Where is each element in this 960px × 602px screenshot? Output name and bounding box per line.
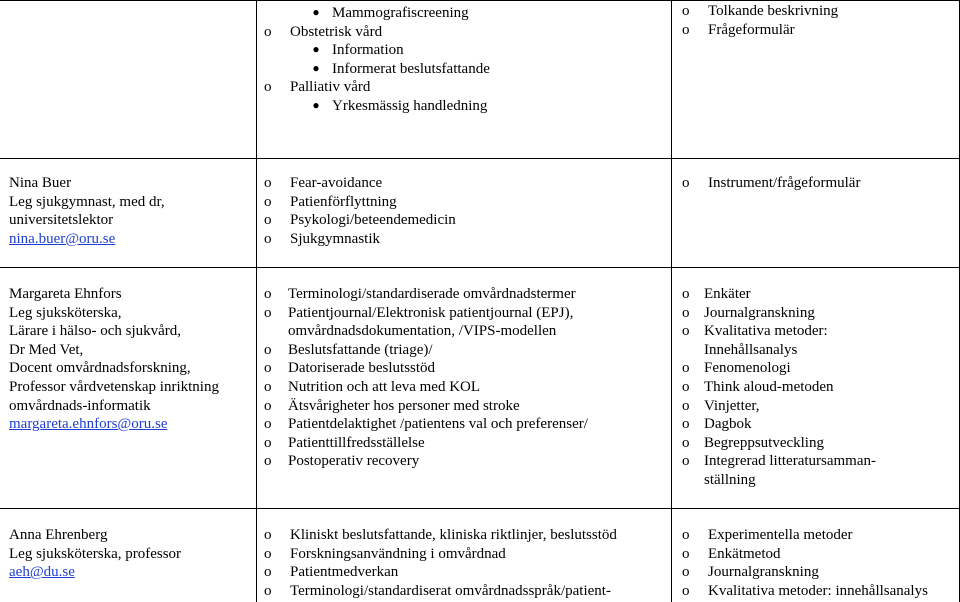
person-cell: [9, 174, 165, 248]
list-item-text: Think aloud-metoden: [704, 378, 834, 395]
list-item-text: Tolkande beskrivning: [708, 3, 839, 19]
research-areas-cell: [264, 285, 588, 471]
person-title-line: Leg sjuksköterska,: [9, 304, 122, 321]
list-item: [682, 378, 876, 397]
list-item-text: Yrkesmässig handledning: [332, 97, 488, 114]
email-link[interactable]: margareta.ehnfors@oru.se: [9, 416, 168, 433]
list-item: [264, 526, 617, 545]
list-item-text: Psykologi/beteendemedicin: [290, 212, 456, 229]
list-item: [264, 304, 588, 323]
bullet-marker: o: [264, 212, 272, 229]
list-item-text: Experimentella metoder: [708, 527, 853, 543]
list-item-text: Kvalitativa metoder:: [704, 323, 828, 340]
bullet-dot-icon: ●: [312, 97, 320, 112]
bullet-marker: o: [682, 545, 690, 562]
list-item: [682, 582, 928, 601]
list-item: [682, 174, 860, 193]
methods-cell: [682, 2, 838, 39]
bullet-marker: o: [682, 416, 690, 433]
list-item-text: Mammografiscreening: [332, 5, 469, 21]
bullet-marker: o: [264, 286, 272, 302]
person-title-line: universitetslektor: [9, 212, 114, 229]
row-divider: [0, 508, 960, 509]
list-item-text: Journalgranskning: [708, 564, 819, 581]
person-title-line: Professor vårdvetenskap inriktning: [9, 378, 219, 395]
list-item-text: Informerat beslutsfattande: [332, 60, 490, 77]
column-divider: [671, 0, 672, 602]
list-item-text: Ätsvårigheter hos personer med stroke: [288, 397, 520, 414]
list-item: [264, 4, 490, 23]
list-item-text: Vinjetter,: [704, 397, 760, 414]
list-item-continuation: omvårdnadsdokumentation, /VIPS-modellen: [288, 323, 557, 340]
list-item: [704, 471, 876, 490]
bullet-marker: o: [264, 175, 272, 191]
list-item: [682, 434, 876, 453]
list-item: [682, 415, 876, 434]
bullet-marker: o: [264, 434, 272, 451]
list-item: [264, 60, 490, 79]
row-divider: [0, 267, 960, 268]
list-item-text: Beslutsfattande (triage)/: [288, 341, 433, 358]
bullet-marker: o: [682, 286, 690, 302]
bullet-marker: o: [264, 378, 272, 395]
list-item-text: Dagbok: [704, 416, 752, 433]
research-areas-cell: [264, 174, 456, 248]
person-title-line: Lärare i hälso- och sjukvård,: [9, 323, 182, 340]
list-item: [682, 545, 928, 564]
list-item: [682, 285, 876, 304]
list-item-text: Frågeformulär: [708, 21, 795, 38]
list-item: [264, 193, 456, 212]
bullet-marker: o: [682, 434, 690, 451]
list-item-text: Datoriserade beslutsstöd: [288, 360, 436, 377]
bullet-marker: o: [264, 193, 272, 210]
bullet-marker: o: [682, 21, 690, 38]
list-item-text: Fenomenologi: [704, 360, 791, 377]
list-item: [264, 211, 456, 230]
list-item: [264, 378, 588, 397]
list-item: [682, 2, 838, 21]
bullet-marker: o: [682, 397, 690, 414]
bullet-marker: o: [682, 378, 690, 395]
list-item: [682, 452, 877, 471]
person-title-line: Dr Med Vet,: [9, 341, 84, 358]
bullet-marker: o: [264, 230, 272, 247]
list-item: [682, 322, 876, 341]
list-item-text: Palliativ vård: [290, 79, 371, 96]
list-item: [682, 526, 928, 545]
bullet-marker: o: [682, 323, 690, 340]
methods-cell: [682, 174, 860, 193]
list-item: [264, 452, 588, 471]
bullet-marker: o: [682, 582, 690, 599]
list-item-text: Instrument/frågeformulär: [708, 175, 861, 191]
bullet-marker: o: [682, 564, 690, 581]
person-cell: [9, 526, 181, 582]
list-item-text: Nutrition och att leva med KOL: [288, 378, 481, 395]
list-item-text: Terminologi/standardiserade omvårdnadstermer: [288, 286, 576, 302]
list-item-text: Enkäter: [704, 286, 751, 302]
list-item: [704, 341, 876, 360]
bullet-dot-icon: ●: [312, 5, 320, 19]
list-item-continuation: ställning: [704, 471, 756, 488]
list-item: [264, 397, 588, 416]
list-item: [264, 41, 490, 60]
list-item-text: Journalgranskning: [704, 304, 815, 321]
list-item: [682, 397, 876, 416]
person-name: Anna Ehrenberg: [9, 527, 108, 543]
list-item-text: Patienförflyttning: [290, 193, 397, 210]
list-item: [682, 359, 876, 378]
list-item: [682, 304, 876, 323]
list-item: [682, 563, 928, 582]
list-item-text: Patientjournal/Elektronisk patientjournal (EPJ),: [288, 304, 574, 321]
list-item: [264, 582, 617, 601]
list-item-text: Patienttillfredsställelse: [288, 434, 425, 451]
bullet-marker: o: [682, 3, 690, 19]
list-item-continuation: Innehållsanalys: [704, 341, 798, 358]
bullet-marker: o: [264, 416, 272, 433]
list-item-text: Postoperativ recovery: [288, 453, 420, 470]
methods-cell: [682, 526, 928, 600]
list-item-text: Terminologi/standardiserat omvårdnadsspråk/patient-: [290, 582, 611, 599]
list-item: [264, 97, 490, 116]
person-name: Margareta Ehnfors: [9, 286, 122, 302]
bullet-dot-icon: ●: [312, 42, 320, 57]
bullet-marker: o: [682, 453, 690, 470]
list-item: [264, 359, 588, 378]
list-item-text: Integrerad litteratursamman-: [704, 453, 877, 470]
person-title-line: Docent omvårdnadsforskning,: [9, 360, 191, 377]
bullet-marker: o: [264, 23, 272, 40]
list-item: [264, 23, 490, 42]
list-item: [264, 78, 490, 97]
list-item-text: Fear-avoidance: [290, 175, 383, 191]
bullet-marker: o: [264, 341, 272, 358]
research-areas-cell: [264, 526, 617, 600]
column-divider: [256, 0, 257, 602]
list-item-text: Begreppsutveckling: [704, 434, 824, 451]
bullet-marker: o: [264, 360, 272, 377]
bullet-marker: o: [682, 304, 690, 321]
list-item: [264, 230, 456, 249]
list-item: [288, 322, 588, 341]
list-item: [264, 545, 617, 564]
list-item: [264, 341, 588, 360]
row-divider: [0, 158, 960, 159]
person-title-line: omvårdnads-informatik: [9, 397, 151, 414]
list-item-text: Forskningsanvändning i omvårdnad: [290, 545, 506, 562]
list-item-text: Patientdelaktighet /patientens val och preferenser/: [288, 416, 588, 433]
list-item-text: Sjukgymnastik: [290, 230, 381, 247]
bullet-dot-icon: ●: [312, 60, 320, 75]
list-item: [264, 285, 588, 304]
person-cell: [9, 285, 219, 434]
list-item-text: Kvalitativa metoder: innehållsanalys: [708, 582, 928, 599]
bullet-marker: o: [264, 545, 272, 562]
table-border-top: [0, 0, 960, 1]
bullet-marker: o: [264, 564, 272, 581]
bullet-marker: o: [264, 79, 272, 96]
bullet-marker: o: [264, 453, 272, 470]
list-item-text: Enkätmetod: [708, 545, 781, 562]
person-name: Nina Buer: [9, 175, 72, 191]
bullet-marker: o: [682, 527, 690, 543]
person-title-line: Leg sjukgymnast, med dr,: [9, 193, 165, 210]
list-item: [264, 174, 456, 193]
list-item-text: Information: [332, 42, 404, 59]
bullet-marker: o: [682, 360, 690, 377]
email-link[interactable]: aeh@du.se: [9, 564, 75, 581]
bullet-marker: o: [264, 527, 272, 543]
list-item-text: Kliniskt beslutsfattande, kliniska riktlinjer, beslutsstöd: [290, 527, 617, 543]
research-areas-cell: [264, 4, 490, 116]
list-item: [682, 21, 838, 40]
list-item-text: Obstetrisk vård: [290, 23, 383, 40]
bullet-marker: o: [264, 304, 272, 321]
list-item: [264, 415, 588, 434]
email-link[interactable]: nina.buer@oru.se: [9, 230, 116, 247]
bullet-marker: o: [264, 582, 272, 599]
bullet-marker: o: [682, 175, 690, 191]
person-title-line: Leg sjuksköterska, professor: [9, 545, 182, 562]
list-item: [264, 434, 588, 453]
bullet-marker: o: [264, 397, 272, 414]
list-item-text: Patientmedverkan: [290, 564, 399, 581]
methods-cell: [682, 285, 877, 490]
list-item: [264, 563, 617, 582]
